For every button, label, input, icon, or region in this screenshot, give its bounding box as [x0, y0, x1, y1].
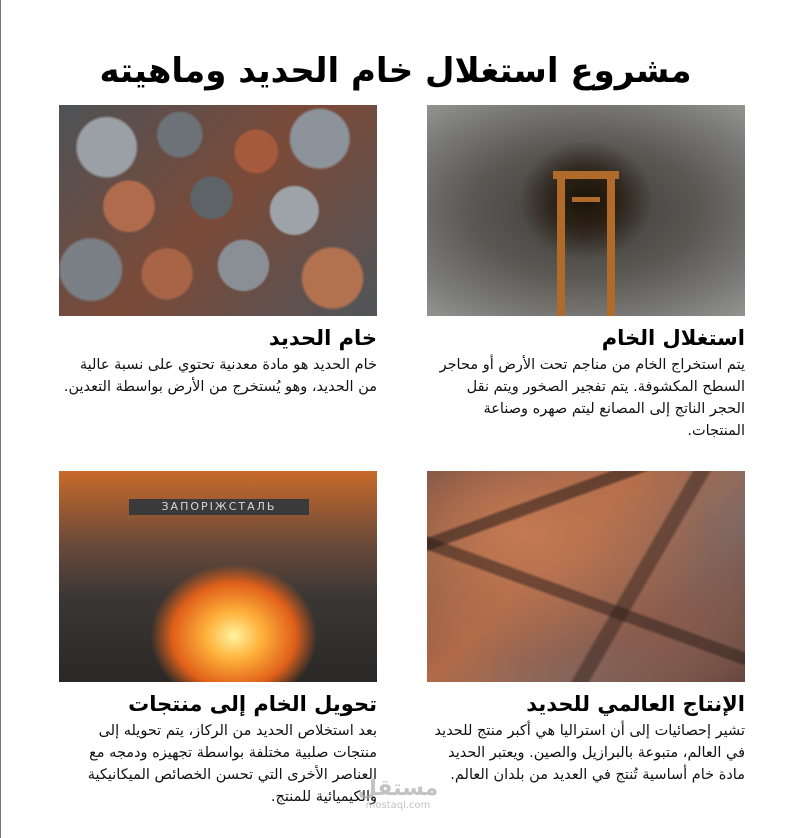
card-iron-ore [59, 105, 377, 398]
plant-banner: ЗАПОРІЖСТАЛЬ [129, 499, 309, 515]
mine-tunnel-photo [427, 105, 745, 316]
watermark-text: مستقل [357, 776, 439, 801]
watermark-logo [352, 778, 444, 812]
card-ore-to-products [59, 471, 377, 808]
card-title: استغلال الخام [601, 326, 745, 350]
card-body: بعد استخلاص الحديد من الركاز، يتم تحويله إلى منتجات صلبية مختلفة بواسطة تجهيزه ودمجه مع العناصر الأخرى التي تحسن الخصائص الميكانيكية والكيميائية للمنتج. [87, 723, 377, 805]
steel-plant-photo [59, 471, 377, 682]
card-title: الإنتاج العالمي للحديد [526, 692, 745, 716]
card-title: خام الحديد [268, 326, 377, 350]
left-border [0, 0, 1, 838]
card-ore-extraction [427, 105, 745, 442]
card-title: تحويل الخام إلى منتجات [128, 692, 377, 716]
iron-ore-pile-photo [59, 105, 377, 316]
page-title: مشروع استغلال خام الحديد وماهيته [99, 50, 692, 91]
card-body: خام الحديد هو مادة معدنية تحتوي على نسبة عالية من الحديد، وهو يُستخرج من الأرض بواسطة التعدين. [63, 357, 377, 395]
card-body: تشير إحصائيات إلى أن استراليا هي أكبر منتج للحديد في العالم، متبوعة بالبرازيل والصين. ويعتبر الحديد مادة خام أساسية تُنتج في العديد من بلدان العالم. [434, 723, 745, 783]
iron-rock-closeup-photo [427, 471, 745, 682]
card-global-production [427, 471, 745, 786]
watermark-url: mostaql.com [365, 800, 431, 811]
card-body: يتم استخراج الخام من مناجم تحت الأرض أو محاجر السطح المكشوفة. يتم تفجير الصخور ويتم نقل الحجر الناتج إلى المصانع ليتم صهره وصناعة المنتجات. [439, 357, 745, 439]
